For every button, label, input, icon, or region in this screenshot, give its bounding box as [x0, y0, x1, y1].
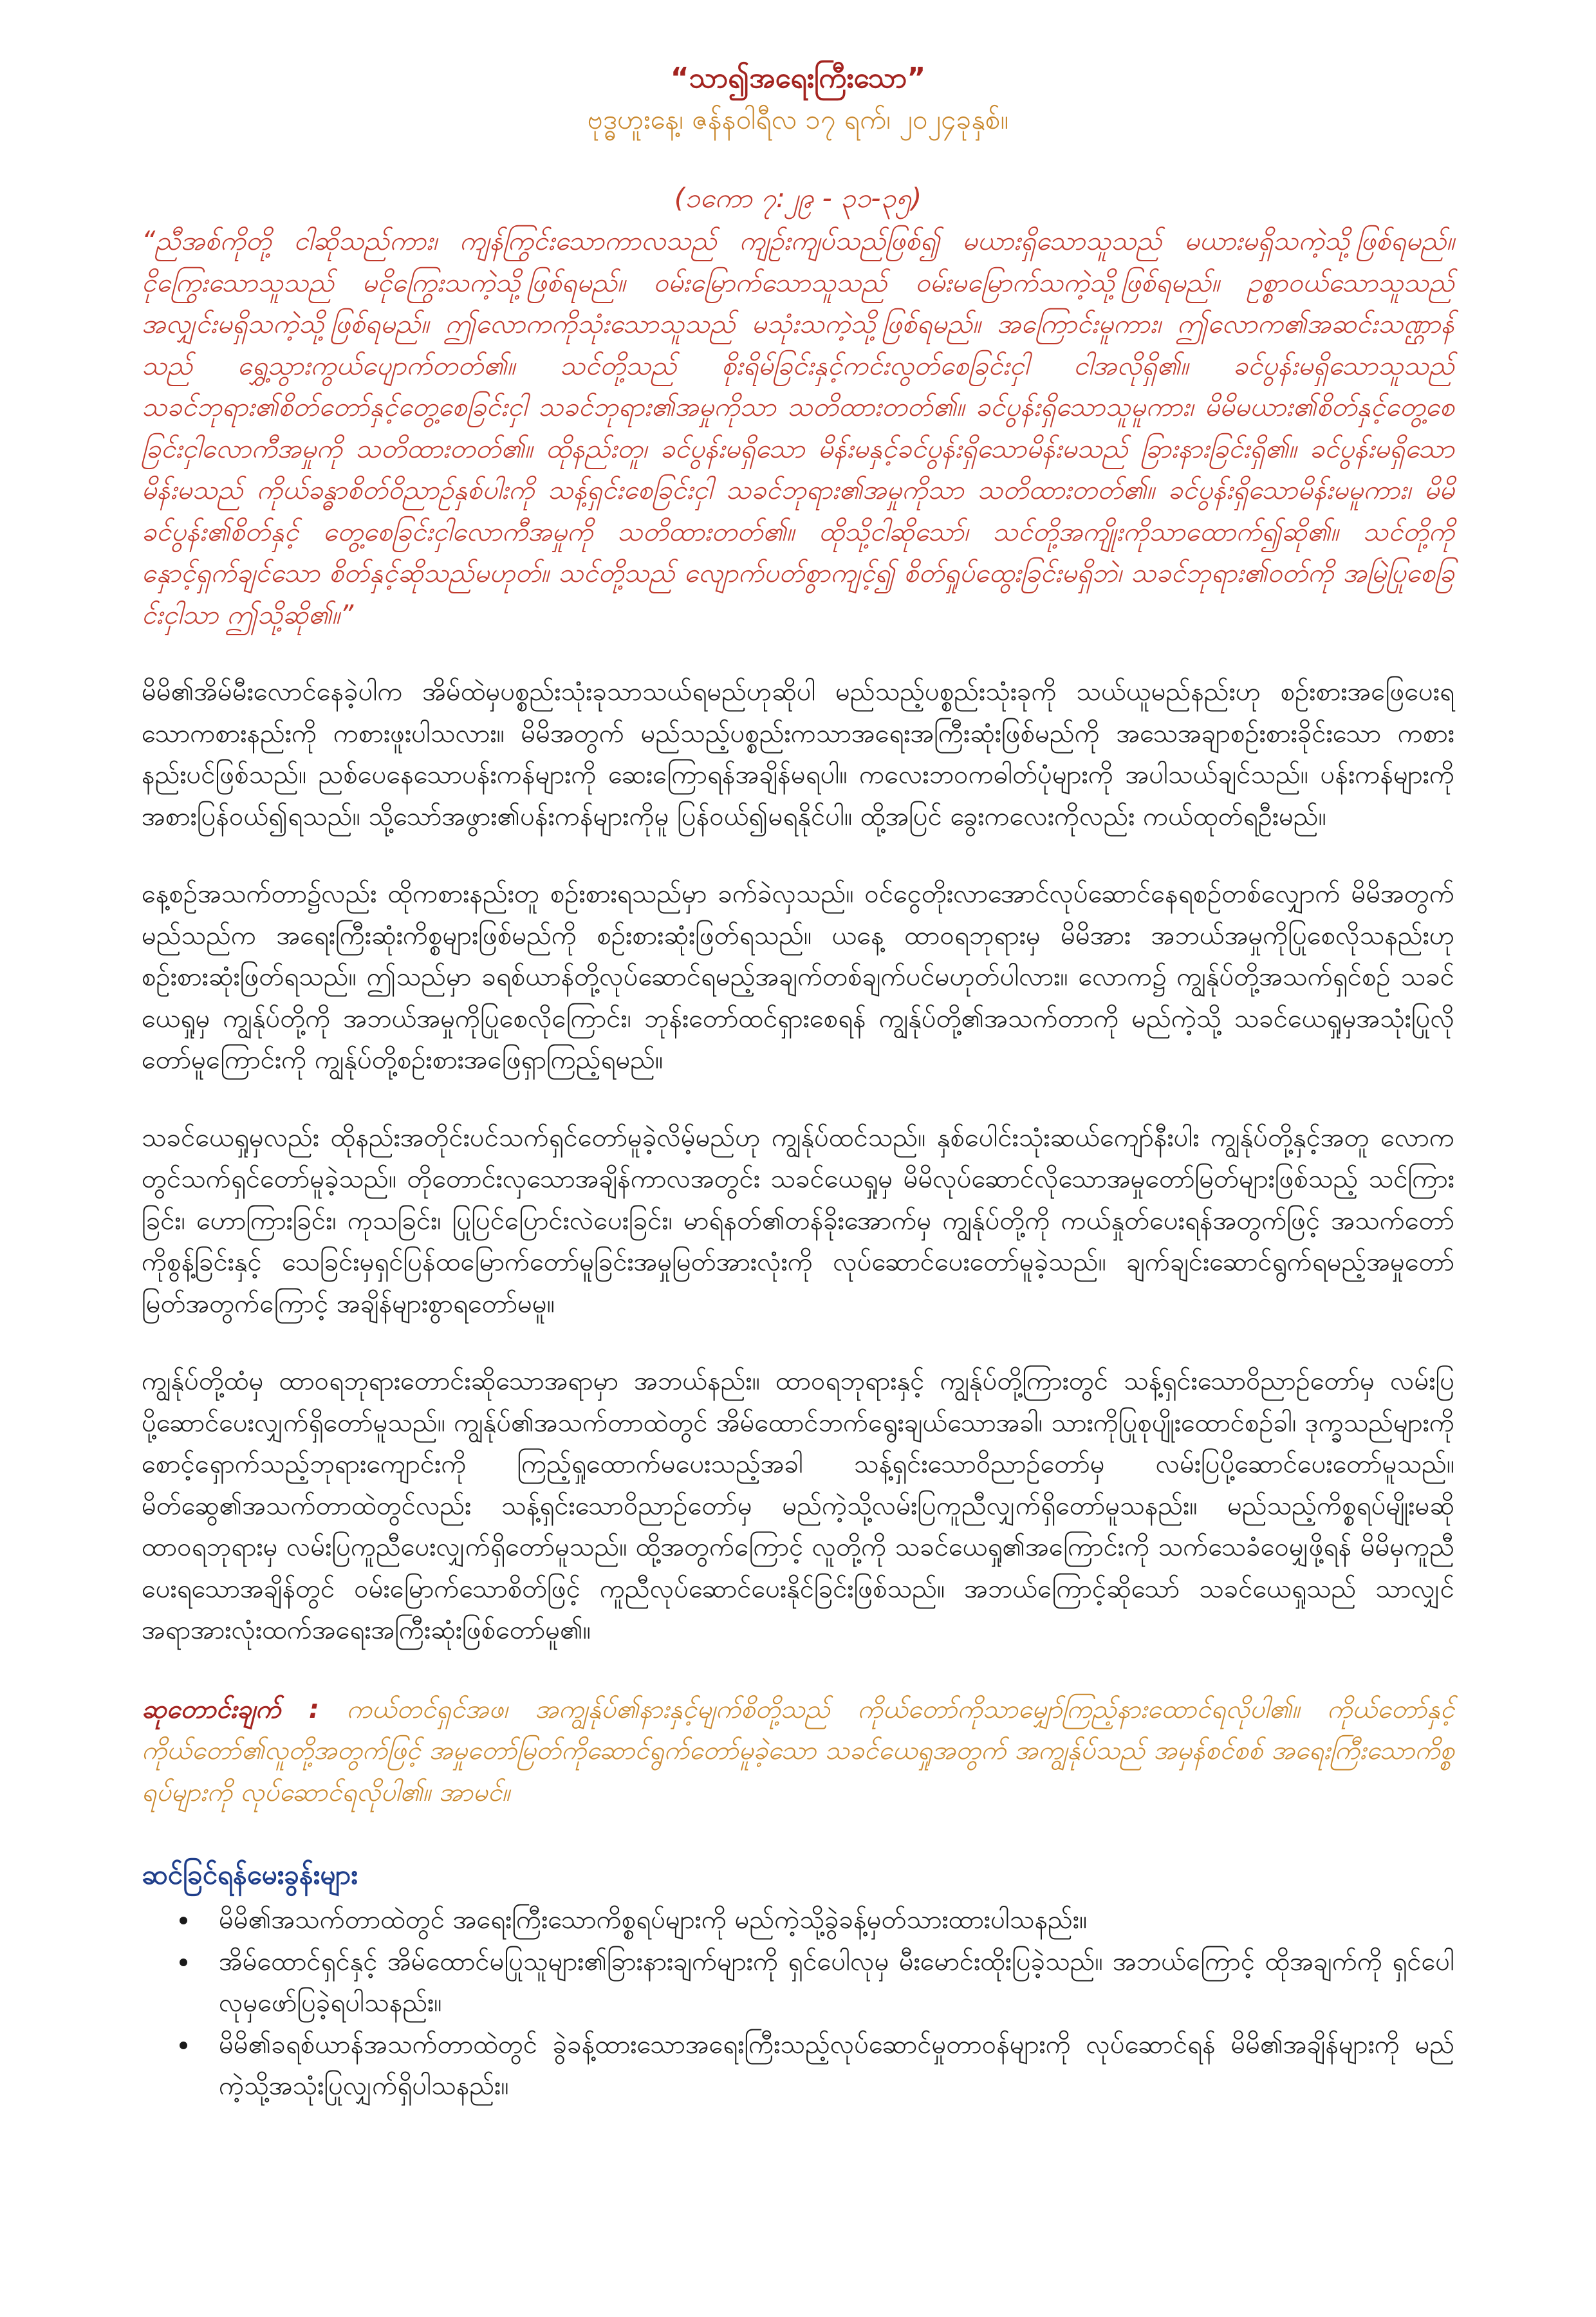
question-item-3: • မိမိ၏ခရစ်ယာန်အသက်တာထဲတွင် ခွဲခန့်ထားသောအရေးကြီးသည့်လုပ်ဆောင်မှုတာဝန်များကို လုပ်ဆောင်ရန် မိမိ၏အချိန်များကို မည်ကဲ့သို့အသုံးပြုလျှက်ရှိပါသနည်း။	[200, 2024, 1454, 2107]
prayer-label: ဆုတောင်းချက် :	[142, 1694, 319, 1724]
devotion-date: ဗုဒ္ဓဟူးနေ့၊ ဇန်နဝါရီလ ၁၇ ရက်၊ ၂၀၂၄ခုနှစ်။	[587, 104, 1009, 135]
questions-list	[142, 1899, 1454, 2107]
question-item-2: • အိမ်ထောင်ရှင်နှင့် အိမ်ထောင်မပြုသူများ၏ခြားနားချက်များကို ရှင်ပေါလုမှ မီးမောင်းထိုးပြခဲ့သည်။ အဘယ်ကြောင့် ထိုအချက်ကို ရှင်ပေါလုမှဖော်ပြခဲ့ရပါသနည်း။	[200, 1941, 1454, 2024]
document-page	[0, 59, 1596, 2317]
scripture-text: “ညီအစ်ကိုတို့ ငါဆိုသည်ကား၊ ကျန်ကြွင်းသောကာလသည် ကျဉ်းကျပ်သည်ဖြစ်၍ မယားရှိသောသူသည် မယားမရှိသကဲ့သို့ဖြစ်ရမည်။ ငိုကြွေးသောသူသည် မငိုကြွေးသကဲ့သို့ဖြစ်ရမည်။ ဝမ်းမြောက်သောသူသည် ဝမ်းမမြောက်သကဲ့သို့ဖြစ်ရမည်။ ဥစ္စာဝယ်သောသူသည် အလျှင်းမရှိသကဲ့သို့ဖြစ်ရမည်။ ဤလောကကိုသုံးသောသူသည် မသုံးသကဲ့သို့ဖြစ်ရမည်။ အကြောင်းမူကား၊ ဤလောက၏အဆင်းသဏ္ဌာန်သည် ရွှေ့သွားကွယ်ပျောက်တတ်၏။ သင်တို့သည် စိုးရိမ်ခြင်းနှင့်ကင်းလွတ်စေခြင်းငှါ ငါအလိုရှိ၏။ ခင်ပွန်းမရှိသောသူသည် သခင်ဘုရား၏စိတ်တော်နှင့်တွေ့စေခြင်းငှါ သခင်ဘုရား၏အမှုကိုသာ သတိထားတတ်၏။ ခင်ပွန်းရှိသောသူမူကား၊ မိမိမယား၏စိတ်နှင့်တွေ့စေခြင်းငှါလောကီအမှုကို သတိထားတတ်၏။ ထိုနည်းတူ၊ ခင်ပွန်းမရှိသော မိန်းမနှင့်ခင်ပွန်းရှိသောမိန်းမသည် ခြားနားခြင်းရှိ၏။ ခင်ပွန်းမရှိသောမိန်းမသည် ကိုယ်ခန္ဓာစိတ်ဝိညာဉ်နှစ်ပါးကို သန့်ရှင်းစေခြင်းငှါ သခင်ဘုရား၏အမှုကိုသာ သတိထားတတ်၏။ ခင်ပွန်းရှိသောမိန်းမမူကား၊ မိမိခင်ပွန်း၏စိတ်နှင့် တွေ့စေခြင်းငှါလောကီအမှုကို သတိထားတတ်၏။ ထိုသို့ငါဆိုသော်၊ သင်တို့အကျိုးကိုသာထောက်၍ဆို၏။ သင်တို့ကို နှောင့်ရှက်ချင်သော စိတ်နှင့်ဆိုသည်မဟုတ်။ သင်တို့သည် လျောက်ပတ်စွာကျင့်၍ စိတ်ရှုပ်ထွေးခြင်းမရှိဘဲ၊ သခင်ဘုရား၏ဝတ်ကို အမြဲပြုစေခြင်းငှါသာ ဤသို့ဆို၏။”	[142, 225, 1454, 630]
body-paragraph-1: မိမိ၏အိမ်မီးလောင်နေခဲ့ပါက အိမ်ထဲမှပစ္စည်းသုံးခုသာသယ်ရမည်ဟုဆိုပါ မည်သည့်ပစ္စည်းသုံးခုကို သယ်ယူမည်နည်းဟု စဉ်းစားအဖြေပေးရသောကစားနည်းကို ကစားဖူးပါသလား။ မိမိအတွက် မည်သည့်ပစ္စည်းကသာအရေးအကြီးဆုံးဖြစ်မည်ကို အသေအချာစဉ်းစားခိုင်းသော ကစားနည်းပင်ဖြစ်သည်။ ညစ်ပေနေသောပန်းကန်များကို ဆေးကြောရန်အချိန်မရပါ။ ကလေးဘဝကဓါတ်ပုံများကို အပါသယ်ချင်သည်။ ပန်းကန်များကို အစားပြန်ဝယ်၍ရသည်။ သို့သော်အဖွား၏ပန်းကန်များကိုမူ ပြန်ဝယ်၍မရနိုင်ပါ။ ထို့အပြင် ခွေးကလေးကိုလည်း ကယ်ထုတ်ရဦးမည်။	[142, 677, 1454, 832]
body-paragraph-3: သခင်ယေရှုမှလည်း ထိုနည်းအတိုင်းပင်သက်ရှင်တော်မူခဲ့လိမ့်မည်ဟု ကျွန်ုပ်ထင်သည်။ နှစ်ပေါင်းသုံးဆယ်ကျော်နီးပါး ကျွန်ုပ်တို့နှင့်အတူ လောကတွင်သက်ရှင်တော်မူခဲ့သည်။ တိုတောင်းလှသောအချိန်ကာလအတွင်း သခင်ယေရှုမှ မိမိလုပ်ဆောင်လိုသောအမှုတော်မြတ်များဖြစ်သည့် သင်ကြားခြင်း၊ ဟောကြားခြင်း၊ ကုသခြင်း၊ ပြုပြင်ပြောင်းလဲပေးခြင်း၊ မာရ်နတ်၏တန်ခိုးအောက်မှ ကျွန်ုပ်တို့ကို ကယ်နှုတ်ပေးရန်အတွက်ဖြင့် အသက်တော်ကိုစွန့်ခြင်းနှင့် သေခြင်းမှရှင်ပြန်ထမြောက်တော်မူခြင်းအမှုမြတ်အားလုံးကို လုပ်ဆောင်ပေးတော်မူခဲ့သည်။ ချက်ချင်းဆောင်ရွက်ရမည့်အမှုတော်မြတ်အတွက်ကြောင့် အချိန်များစွာရတော်မမူ။	[142, 1122, 1454, 1319]
prayer-text: ကယ်တင်ရှင်အဖ၊ အကျွန်ုပ်၏နားနှင့်မျက်စိတို့သည် ကိုယ်တော်ကိုသာမျှော်ကြည့်နားထောင်ရလိုပါ၏။ ကိုယ်တော်နှင့် ကိုယ်တော်၏လူတို့အတွက်ဖြင့် အမှုတော်မြတ်ကိုဆောင်ရွက်တော်မူခဲ့သော သခင်ယေရှုအတွက် အကျွန်ုပ်သည် အမှန်စင်စစ် အရေးကြီးသောကိစ္စရပ်များကို လုပ်ဆောင်ရလိုပါ၏။ အာမင်။	[142, 1694, 1454, 1807]
question-item-1: • မိမိ၏အသက်တာထဲတွင် အရေးကြီးသောကိစ္စရပ်များကို မည်ကဲ့သို့ခွဲခန့်မှတ်သားထားပါသနည်း။	[200, 1899, 1454, 1941]
scripture-reference: (၁ကော ၇:၂၉ - ၃၁-၃၅)	[674, 182, 922, 214]
body-paragraph-2: နေ့စဉ်အသက်တာ၌လည်း ထိုကစားနည်းတူ စဉ်းစားရသည်မှာ ခက်ခဲလှသည်။ ဝင်ငွေတိုးလာအောင်လုပ်ဆောင်နေရစဉ်တစ်လျှောက် မိမိအတွက် မည်သည်က အရေးကြီးဆုံးကိစ္စများဖြစ်မည်ကို စဉ်းစားဆုံးဖြတ်ရသည်။ ယနေ့ ထာဝရဘုရားမှ မိမိအား အဘယ်အမှုကိုပြုစေလိုသနည်းဟု စဉ်းစားဆုံးဖြတ်ရသည်။ ဤသည်မှာ ခရစ်ယာန်တို့လုပ်ဆောင်ရမည့်အချက်တစ်ချက်ပင်မဟုတ်ပါလား။ လောက၌ ကျွန်ုပ်တို့အသက်ရှင်စဉ် သခင်ယေရှုမှ ကျွန်ုပ်တို့ကို အဘယ်အမှုကိုပြုစေလိုကြောင်း၊ ဘုန်းတော်ထင်ရှားစေရန် ကျွန်ုပ်တို့၏အသက်တာကို မည်ကဲ့သို့ သခင်ယေရှုမှအသုံးပြုလိုတော်မူကြောင်းကို ကျွန်ုပ်တို့စဉ်းစားအဖြေရှာကြည့်ရမည်။	[142, 879, 1454, 1075]
questions-heading: ဆင်ခြင်ရန်မေးခွန်းများ	[142, 1859, 358, 1890]
devotion-title: “သာ၍အရေးကြီးသော”	[670, 62, 926, 95]
prayer-block	[142, 1689, 1454, 1814]
body-paragraph-4: ကျွန်ုပ်တို့ထံမှ ထာဝရဘုရားတောင်းဆိုသောအရာမှာ အဘယ်နည်း။ ထာဝရဘုရားနှင့် ကျွန်ုပ်တို့ကြားတွင် သန့်ရှင်းသောဝိညာဉ်တော်မှ လမ်းပြပို့ဆောင်ပေးလျှက်ရှိတော်မူသည်။ ကျွန်ုပ်၏အသက်တာထဲတွင် အိမ်ထောင်ဘက်ရွေးချယ်သောအခါ၊ သားကိုပြုစုပျိုးထောင်စဉ်ခါ၊ ဒုက္ခသည်များကို စောင့်ရှောက်သည့်ဘုရားကျောင်းကို ကြည့်ရှုထောက်မပေးသည့်အခါ သန့်ရှင်းသောဝိညာဉ်တော်မှ လမ်းပြပို့ဆောင်ပေးတော်မူသည်။ မိတ်ဆွေ၏အသက်တာထဲတွင်လည်း သန့်ရှင်းသောဝိညာဉ်တော်မှ မည်ကဲ့သို့လမ်းပြကူညီလျှက်ရှိတော်မူသနည်း။ မည်သည့်ကိစ္စရပ်မျိုးမဆို ထာဝရဘုရားမှ လမ်းပြကူညီပေးလျှက်ရှိတော်မူသည်။ ထို့အတွက်ကြောင့် လူတို့ကို သခင်ယေရှု၏အကြောင်းကို သက်သေခံဝေမျှဖို့ရန် မိမိမှကူညီပေးရသောအချိန်တွင် ဝမ်းမြောက်သောစိတ်ဖြင့် ကူညီလုပ်ဆောင်ပေးနိုင်ခြင်းဖြစ်သည်။ အဘယ်ကြောင့်ဆိုသော် သခင်ယေရှုသည် သာလျှင် အရာအားလုံးထက်အရေးအကြီးဆုံးဖြစ်တော်မူ၏။	[142, 1366, 1454, 1645]
